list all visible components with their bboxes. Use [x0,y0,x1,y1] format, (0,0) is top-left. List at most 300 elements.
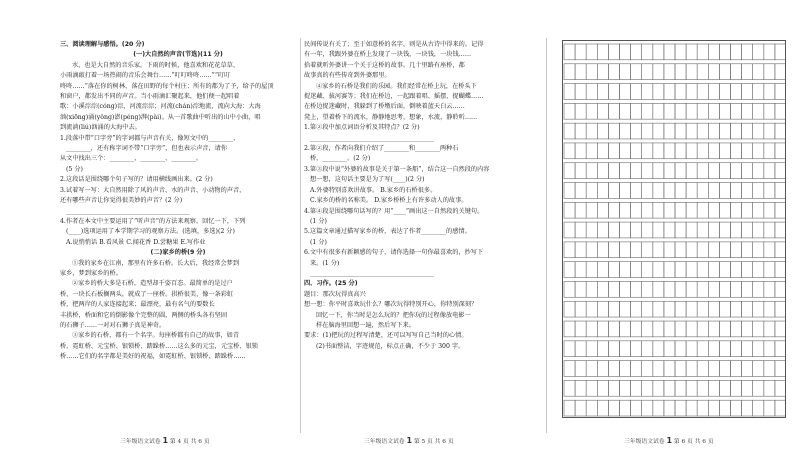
grid-cell[interactable] [675,103,686,119]
grid-cell[interactable] [653,281,664,297]
grid-cell[interactable] [686,222,697,238]
grid-cell[interactable] [719,380,730,396]
grid-cell[interactable] [653,202,664,218]
grid-cell[interactable] [775,400,786,416]
grid-cell[interactable] [620,103,631,119]
grid-cell[interactable] [708,44,719,60]
grid-cell[interactable] [719,103,730,119]
grid-cell[interactable] [597,84,608,100]
grid-cell[interactable] [764,301,775,317]
grid-cell[interactable] [775,242,786,258]
grid-cell[interactable] [686,103,697,119]
grid-cell[interactable] [564,183,575,199]
grid-cell[interactable] [686,400,697,416]
grid-cell[interactable] [697,361,708,377]
grid-cell[interactable] [731,281,742,297]
grid-cell[interactable] [708,380,719,396]
grid-cell[interactable] [586,341,597,357]
grid-cell[interactable] [664,400,675,416]
grid-cell[interactable] [764,222,775,238]
grid-cell[interactable] [753,400,764,416]
grid-cell[interactable] [697,321,708,337]
grid-cell[interactable] [575,262,586,278]
grid-cell[interactable] [631,281,642,297]
grid-cell[interactable] [742,202,753,218]
grid-cell[interactable] [575,321,586,337]
grid-cell[interactable] [742,103,753,119]
grid-cell[interactable] [642,163,653,179]
grid-cell[interactable] [753,103,764,119]
grid-cell[interactable] [697,400,708,416]
grid-cell[interactable] [697,64,708,80]
grid-cell[interactable] [586,321,597,337]
grid-cell[interactable] [742,163,753,179]
grid-cell[interactable] [631,380,642,396]
grid-cell[interactable] [697,143,708,159]
grid-cell[interactable] [697,84,708,100]
grid-cell[interactable] [708,84,719,100]
grid-cell[interactable] [608,242,619,258]
grid-cell[interactable] [653,84,664,100]
grid-cell[interactable] [597,341,608,357]
grid-cell[interactable] [664,301,675,317]
grid-cell[interactable] [620,163,631,179]
grid-cell[interactable] [675,84,686,100]
grid-cell[interactable] [631,262,642,278]
grid-cell[interactable] [608,281,619,297]
grid-cell[interactable] [642,183,653,199]
grid-cell[interactable] [742,143,753,159]
grid-cell[interactable] [564,242,575,258]
grid-cell[interactable] [775,301,786,317]
grid-cell[interactable] [620,321,631,337]
grid-cell[interactable] [586,143,597,159]
grid-cell[interactable] [731,400,742,416]
grid-cell[interactable] [575,103,586,119]
grid-cell[interactable] [708,103,719,119]
grid-cell[interactable] [731,183,742,199]
grid-cell[interactable] [664,143,675,159]
grid-cell[interactable] [686,64,697,80]
grid-cell[interactable] [697,123,708,139]
grid-cell[interactable] [686,380,697,396]
grid-cell[interactable] [719,202,730,218]
grid-cell[interactable] [564,281,575,297]
grid-cell[interactable] [686,281,697,297]
grid-cell[interactable] [564,123,575,139]
grid-cell[interactable] [608,64,619,80]
grid-cell[interactable] [653,341,664,357]
grid-cell[interactable] [675,242,686,258]
grid-cell[interactable] [697,183,708,199]
grid-cell[interactable] [675,341,686,357]
grid-cell[interactable] [575,301,586,317]
grid-cell[interactable] [586,123,597,139]
grid-cell[interactable] [753,281,764,297]
grid-cell[interactable] [653,301,664,317]
grid-cell[interactable] [575,183,586,199]
grid-cell[interactable] [664,222,675,238]
grid-cell[interactable] [597,202,608,218]
grid-cell[interactable] [719,361,730,377]
grid-cell[interactable] [675,202,686,218]
grid-cell[interactable] [631,301,642,317]
grid-cell[interactable] [753,123,764,139]
grid-cell[interactable] [686,202,697,218]
grid-cell[interactable] [708,143,719,159]
grid-cell[interactable] [731,163,742,179]
grid-cell[interactable] [719,143,730,159]
grid-cell[interactable] [708,341,719,357]
grid-cell[interactable] [664,64,675,80]
grid-cell[interactable] [775,103,786,119]
grid-cell[interactable] [742,341,753,357]
grid-cell[interactable] [575,281,586,297]
grid-cell[interactable] [753,183,764,199]
grid-cell[interactable] [764,64,775,80]
grid-cell[interactable] [675,183,686,199]
grid-cell[interactable] [708,222,719,238]
grid-cell[interactable] [642,222,653,238]
grid-cell[interactable] [597,321,608,337]
grid-cell[interactable] [764,361,775,377]
grid-cell[interactable] [620,183,631,199]
grid-cell[interactable] [653,163,664,179]
grid-cell[interactable] [642,143,653,159]
grid-cell[interactable] [708,361,719,377]
grid-cell[interactable] [775,163,786,179]
grid-cell[interactable] [697,163,708,179]
grid-cell[interactable] [620,400,631,416]
grid-cell[interactable] [719,123,730,139]
grid-cell[interactable] [675,163,686,179]
grid-cell[interactable] [597,262,608,278]
grid-cell[interactable] [664,341,675,357]
grid-cell[interactable] [653,222,664,238]
grid-cell[interactable] [575,242,586,258]
grid-cell[interactable] [653,321,664,337]
grid-cell[interactable] [597,123,608,139]
grid-cell[interactable] [642,242,653,258]
grid-cell[interactable] [664,44,675,60]
grid-cell[interactable] [608,202,619,218]
grid-cell[interactable] [620,361,631,377]
grid-cell[interactable] [620,84,631,100]
grid-cell[interactable] [742,222,753,238]
grid-cell[interactable] [719,84,730,100]
grid-cell[interactable] [708,262,719,278]
grid-cell[interactable] [742,183,753,199]
grid-cell[interactable] [586,380,597,396]
grid-cell[interactable] [764,380,775,396]
grid-cell[interactable] [597,400,608,416]
grid-cell[interactable] [753,84,764,100]
grid-cell[interactable] [742,380,753,396]
grid-cell[interactable] [653,242,664,258]
grid-cell[interactable] [731,202,742,218]
grid-cell[interactable] [753,44,764,60]
grid-cell[interactable] [631,222,642,238]
grid-cell[interactable] [764,281,775,297]
grid-cell[interactable] [686,361,697,377]
grid-cell[interactable] [742,321,753,337]
grid-cell[interactable] [586,183,597,199]
grid-cell[interactable] [753,262,764,278]
grid-cell[interactable] [764,163,775,179]
grid-cell[interactable] [586,163,597,179]
grid-cell[interactable] [731,64,742,80]
grid-cell[interactable] [697,262,708,278]
grid-cell[interactable] [597,44,608,60]
grid-cell[interactable] [753,202,764,218]
grid-cell[interactable] [675,380,686,396]
grid-cell[interactable] [775,222,786,238]
grid-cell[interactable] [586,262,597,278]
grid-cell[interactable] [642,84,653,100]
grid-cell[interactable] [664,103,675,119]
grid-cell[interactable] [753,341,764,357]
grid-cell[interactable] [564,361,575,377]
grid-cell[interactable] [775,64,786,80]
grid-cell[interactable] [620,64,631,80]
grid-cell[interactable] [697,222,708,238]
grid-cell[interactable] [731,44,742,60]
grid-cell[interactable] [708,301,719,317]
grid-cell[interactable] [764,262,775,278]
grid-cell[interactable] [575,84,586,100]
grid-cell[interactable] [653,143,664,159]
grid-cell[interactable] [675,64,686,80]
grid-cell[interactable] [564,44,575,60]
grid-cell[interactable] [753,301,764,317]
grid-cell[interactable] [664,321,675,337]
grid-cell[interactable] [675,400,686,416]
grid-cell[interactable] [631,400,642,416]
grid-cell[interactable] [642,123,653,139]
grid-cell[interactable] [620,222,631,238]
grid-cell[interactable] [586,44,597,60]
grid-cell[interactable] [608,361,619,377]
grid-cell[interactable] [631,361,642,377]
grid-cell[interactable] [675,321,686,337]
grid-cell[interactable] [764,321,775,337]
grid-cell[interactable] [597,64,608,80]
grid-cell[interactable] [775,281,786,297]
grid-cell[interactable] [575,400,586,416]
grid-cell[interactable] [742,281,753,297]
grid-cell[interactable] [753,321,764,337]
grid-cell[interactable] [719,262,730,278]
grid-cell[interactable] [586,301,597,317]
grid-cell[interactable] [742,64,753,80]
grid-cell[interactable] [775,44,786,60]
grid-cell[interactable] [642,262,653,278]
grid-cell[interactable] [631,202,642,218]
grid-cell[interactable] [575,143,586,159]
grid-cell[interactable] [564,163,575,179]
grid-cell[interactable] [608,84,619,100]
grid-cell[interactable] [653,183,664,199]
grid-cell[interactable] [620,143,631,159]
grid-cell[interactable] [564,64,575,80]
grid-cell[interactable] [753,242,764,258]
grid-cell[interactable] [675,222,686,238]
grid-cell[interactable] [753,222,764,238]
grid-cell[interactable] [642,44,653,60]
grid-cell[interactable] [731,301,742,317]
grid-cell[interactable] [686,262,697,278]
grid-cell[interactable] [731,262,742,278]
grid-cell[interactable] [753,64,764,80]
grid-cell[interactable] [631,163,642,179]
grid-cell[interactable] [631,84,642,100]
grid-cell[interactable] [597,103,608,119]
grid-cell[interactable] [642,380,653,396]
grid-cell[interactable] [564,202,575,218]
grid-cell[interactable] [686,321,697,337]
grid-cell[interactable] [664,163,675,179]
grid-cell[interactable] [731,84,742,100]
grid-cell[interactable] [608,321,619,337]
grid-cell[interactable] [620,281,631,297]
grid-cell[interactable] [719,281,730,297]
grid-cell[interactable] [764,400,775,416]
grid-cell[interactable] [664,380,675,396]
grid-cell[interactable] [631,44,642,60]
grid-cell[interactable] [642,281,653,297]
grid-cell[interactable] [708,321,719,337]
grid-cell[interactable] [719,321,730,337]
grid-cell[interactable] [620,202,631,218]
grid-cell[interactable] [719,341,730,357]
grid-cell[interactable] [608,163,619,179]
grid-cell[interactable] [642,321,653,337]
grid-cell[interactable] [620,341,631,357]
grid-cell[interactable] [653,103,664,119]
grid-cell[interactable] [631,123,642,139]
grid-cell[interactable] [708,400,719,416]
grid-cell[interactable] [719,64,730,80]
grid-cell[interactable] [719,183,730,199]
grid-cell[interactable] [564,103,575,119]
grid-cell[interactable] [631,183,642,199]
grid-cell[interactable] [708,183,719,199]
grid-cell[interactable] [608,400,619,416]
grid-cell[interactable] [775,84,786,100]
grid-cell[interactable] [664,183,675,199]
grid-cell[interactable] [731,380,742,396]
grid-cell[interactable] [742,361,753,377]
grid-cell[interactable] [775,143,786,159]
grid-cell[interactable] [564,262,575,278]
grid-cell[interactable] [564,380,575,396]
grid-cell[interactable] [575,380,586,396]
grid-cell[interactable] [564,222,575,238]
grid-cell[interactable] [664,123,675,139]
grid-cell[interactable] [764,103,775,119]
grid-cell[interactable] [764,84,775,100]
grid-cell[interactable] [775,341,786,357]
grid-cell[interactable] [742,262,753,278]
grid-cell[interactable] [597,301,608,317]
grid-cell[interactable] [764,183,775,199]
grid-cell[interactable] [620,44,631,60]
grid-cell[interactable] [575,202,586,218]
grid-cell[interactable] [697,44,708,60]
grid-cell[interactable] [631,103,642,119]
grid-cell[interactable] [731,103,742,119]
grid-cell[interactable] [686,242,697,258]
grid-cell[interactable] [586,64,597,80]
grid-cell[interactable] [597,380,608,396]
grid-cell[interactable] [586,281,597,297]
grid-cell[interactable] [708,64,719,80]
grid-cell[interactable] [631,242,642,258]
grid-cell[interactable] [564,400,575,416]
grid-cell[interactable] [608,183,619,199]
grid-cell[interactable] [608,341,619,357]
grid-cell[interactable] [731,143,742,159]
grid-cell[interactable] [664,262,675,278]
grid-cell[interactable] [564,321,575,337]
grid-cell[interactable] [753,380,764,396]
grid-cell[interactable] [564,143,575,159]
grid-cell[interactable] [608,380,619,396]
grid-cell[interactable] [664,361,675,377]
grid-cell[interactable] [620,123,631,139]
grid-cell[interactable] [608,44,619,60]
grid-cell[interactable] [697,202,708,218]
grid-cell[interactable] [608,222,619,238]
grid-cell[interactable] [675,44,686,60]
grid-cell[interactable] [742,242,753,258]
grid-cell[interactable] [775,202,786,218]
grid-cell[interactable] [653,123,664,139]
grid-cell[interactable] [642,301,653,317]
grid-cell[interactable] [642,202,653,218]
grid-cell[interactable] [719,301,730,317]
grid-cell[interactable] [764,202,775,218]
grid-cell[interactable] [586,400,597,416]
grid-cell[interactable] [653,64,664,80]
grid-cell[interactable] [764,44,775,60]
grid-cell[interactable] [642,103,653,119]
grid-cell[interactable] [775,183,786,199]
grid-cell[interactable] [664,202,675,218]
grid-cell[interactable] [697,380,708,396]
grid-cell[interactable] [608,103,619,119]
grid-cell[interactable] [731,222,742,238]
grid-cell[interactable] [586,242,597,258]
grid-cell[interactable] [564,301,575,317]
grid-cell[interactable] [719,163,730,179]
grid-cell[interactable] [675,281,686,297]
grid-cell[interactable] [653,361,664,377]
grid-cell[interactable] [686,44,697,60]
grid-cell[interactable] [719,242,730,258]
writing-grid[interactable] [562,40,786,418]
grid-cell[interactable] [597,163,608,179]
grid-cell[interactable] [575,44,586,60]
grid-cell[interactable] [597,281,608,297]
grid-cell[interactable] [564,341,575,357]
grid-cell[interactable] [742,84,753,100]
grid-cell[interactable] [620,262,631,278]
grid-cell[interactable] [664,84,675,100]
grid-cell[interactable] [653,262,664,278]
grid-cell[interactable] [686,183,697,199]
grid-cell[interactable] [742,44,753,60]
